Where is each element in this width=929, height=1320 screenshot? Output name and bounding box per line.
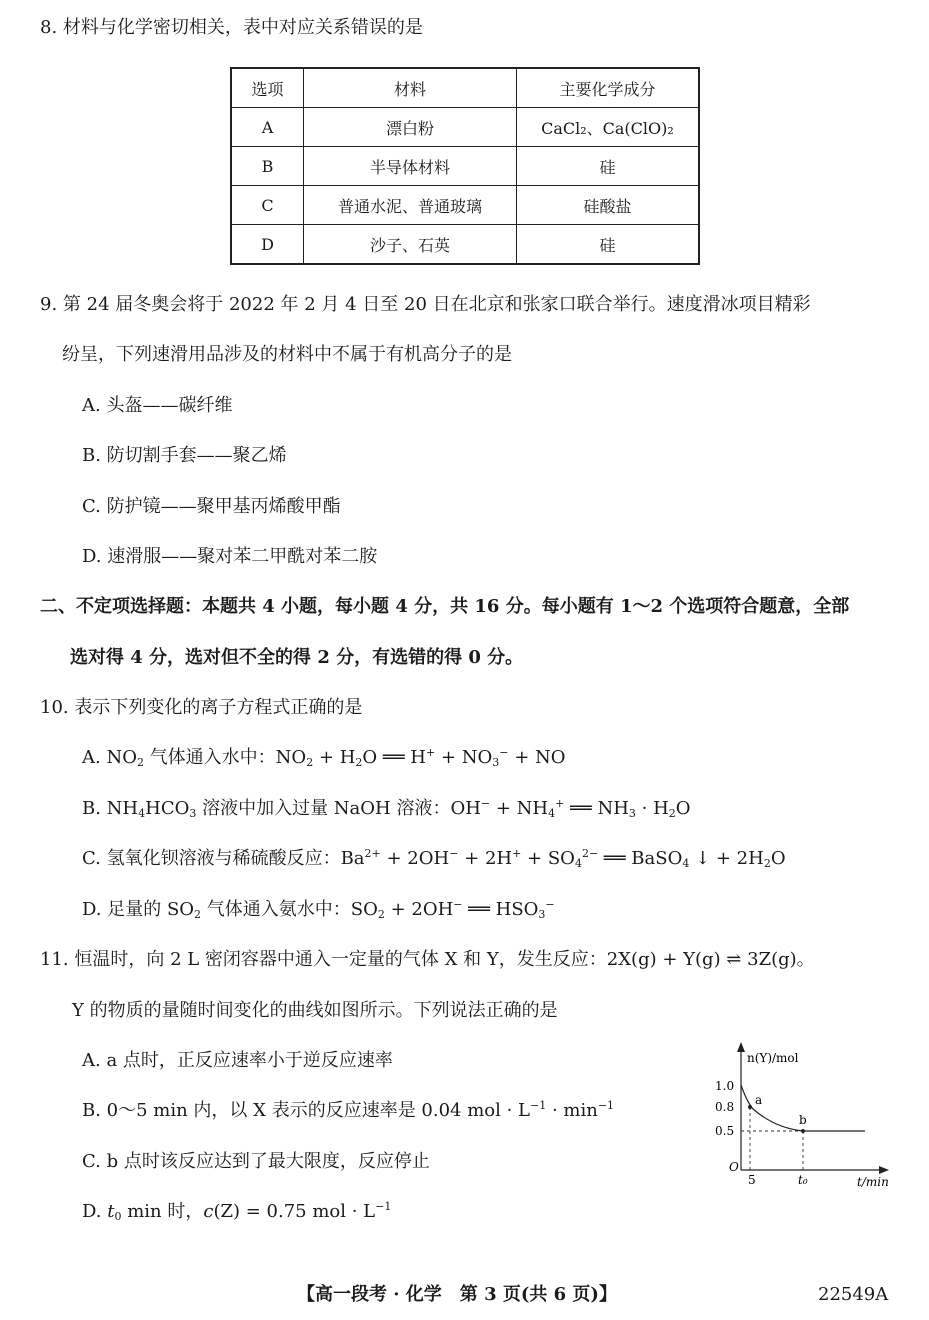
q10-option-a bbox=[82, 745, 566, 771]
row-material: 普通水泥、普通玻璃 bbox=[304, 186, 517, 225]
paper-code: 22549A bbox=[818, 1284, 889, 1305]
header-component: 主要化学成分 bbox=[516, 68, 699, 108]
text: + H bbox=[313, 747, 356, 768]
text: ══ HSO bbox=[462, 899, 539, 920]
subscript: 2 bbox=[194, 908, 202, 921]
q10-option-b bbox=[82, 796, 691, 822]
text: D. bbox=[82, 1201, 108, 1222]
materials-table bbox=[230, 67, 700, 265]
text: 气体通入水中：NO bbox=[143, 747, 307, 768]
point-b bbox=[801, 1129, 805, 1133]
text: B. NH bbox=[82, 798, 139, 819]
row-option: D bbox=[231, 225, 304, 265]
subscript: 0 bbox=[114, 1210, 122, 1223]
q8-stem: 8. 材料与化学密切相关，表中对应关系错误的是 bbox=[40, 17, 423, 38]
row-component: 硅 bbox=[516, 147, 699, 186]
row-material: 漂白粉 bbox=[304, 108, 517, 147]
subscript: 3 bbox=[189, 807, 197, 820]
q11-stem-line1: 11. 恒温时，向 2 L 密闭容器中通入一定量的气体 X 和 Y，发生反应：2X(g) + Y(g) ⇌ 3Z(g)。 bbox=[40, 949, 815, 970]
superscript: 2− bbox=[581, 847, 599, 860]
q9-stem-line1: 9. 第 24 届冬奥会将于 2022 年 2 月 4 日至 20 日在北京和张家口联合举行。速度滑冰项目精彩 bbox=[40, 294, 811, 315]
text: C. 氢氧化钡溶液与稀硫酸反应：Ba bbox=[82, 848, 365, 869]
text: (Z) = 0.75 mol · L bbox=[213, 1201, 376, 1222]
y-axis-label: n(Y)/mol bbox=[747, 1051, 799, 1065]
text: O bbox=[675, 798, 691, 819]
point-a bbox=[748, 1105, 752, 1109]
row-option: B bbox=[231, 147, 304, 186]
x-tick-t0: t₀ bbox=[798, 1173, 808, 1187]
text: + NO bbox=[508, 747, 566, 768]
section2-heading-line1: 二、不定项选择题：本题共 4 小题，每小题 4 分，共 16 分。每小题有 1～2 个选项符合题意，全部 bbox=[40, 596, 850, 617]
row-option: A bbox=[231, 108, 304, 147]
subscript: 3 bbox=[492, 756, 500, 769]
subscript: 2 bbox=[763, 857, 771, 870]
q10-stem: 10. 表示下列变化的离子方程式正确的是 bbox=[40, 697, 363, 718]
subscript: 4 bbox=[138, 807, 146, 820]
subscript: 3 bbox=[538, 908, 546, 921]
text: ↓ + 2H bbox=[689, 848, 764, 869]
y-tick-0.8: 0.8 bbox=[715, 1100, 735, 1114]
text: O ══ H bbox=[362, 747, 426, 768]
y-tick-0.5: 0.5 bbox=[715, 1124, 735, 1138]
q11-option-d bbox=[82, 1199, 391, 1225]
page-footer: 【高一段考 · 化学 第 3 页(共 6 页)】 bbox=[297, 1284, 617, 1305]
text: + NO bbox=[435, 747, 493, 768]
x-axis-arrow bbox=[879, 1166, 889, 1174]
q11-option-c: C. b 点时该反应达到了最大限度，反应停止 bbox=[82, 1151, 430, 1172]
text: B. 0～5 min 内，以 X 表示的反应速率是 0.04 mol · L bbox=[82, 1100, 530, 1121]
origin-label: O bbox=[729, 1160, 739, 1174]
row-option: C bbox=[231, 186, 304, 225]
text: · min bbox=[546, 1100, 598, 1121]
row-material: 沙子、石英 bbox=[304, 225, 517, 265]
q10-option-d bbox=[82, 897, 555, 923]
row-component: 硅 bbox=[516, 225, 699, 265]
text: · H bbox=[635, 798, 669, 819]
q9-option-c: C. 防护镜——聚甲基丙烯酸甲酯 bbox=[82, 496, 341, 517]
superscript: − bbox=[499, 746, 509, 759]
text: + 2OH bbox=[380, 848, 450, 869]
table-header-row bbox=[231, 68, 699, 108]
subscript: 2 bbox=[136, 756, 144, 769]
q9-option-a: A. 头盔——碳纤维 bbox=[82, 395, 233, 416]
superscript: + bbox=[512, 847, 522, 860]
row-component: CaCl₂、Ca(ClO)₂ bbox=[516, 108, 699, 147]
q11-stem-line2: Y 的物质的量随时间变化的曲线如图所示。下列说法正确的是 bbox=[72, 1000, 558, 1021]
subscript: 4 bbox=[574, 857, 582, 870]
q9-stem-line2: 纷呈，下列速滑用品涉及的材料中不属于有机高分子的是 bbox=[62, 344, 512, 365]
point-a-label: a bbox=[755, 1093, 763, 1107]
text: O bbox=[770, 848, 786, 869]
row-component: 硅酸盐 bbox=[516, 186, 699, 225]
text: A. NO bbox=[82, 747, 137, 768]
x-tick-5: 5 bbox=[748, 1173, 756, 1187]
table-row bbox=[231, 108, 699, 147]
table-row bbox=[231, 147, 699, 186]
superscript: −1 bbox=[530, 1099, 547, 1112]
text: D. 足量的 SO bbox=[82, 899, 195, 920]
x-axis-label: t/min bbox=[857, 1175, 889, 1189]
superscript: 2+ bbox=[364, 847, 381, 860]
y-tick-1.0: 1.0 bbox=[715, 1079, 735, 1093]
table-row bbox=[231, 186, 699, 225]
italic-c: c bbox=[203, 1201, 214, 1222]
superscript: − bbox=[453, 898, 463, 911]
superscript: + bbox=[426, 746, 436, 759]
q9-option-b: B. 防切割手套——聚乙烯 bbox=[82, 445, 287, 466]
subscript: 4 bbox=[548, 807, 556, 820]
subscript: 2 bbox=[355, 756, 363, 769]
section2-heading-line2: 选对得 4 分，选对但不全的得 2 分，有选错的得 0 分。 bbox=[70, 647, 524, 668]
text: + 2H bbox=[458, 848, 513, 869]
superscript: −1 bbox=[597, 1099, 615, 1112]
text: 气体通入氨水中：SO bbox=[201, 899, 378, 920]
text: + 2OH bbox=[384, 899, 454, 920]
text: + NH bbox=[490, 798, 549, 819]
header-option: 选项 bbox=[231, 68, 304, 108]
superscript: − bbox=[480, 797, 491, 810]
header-material: 材料 bbox=[304, 68, 517, 108]
text: HCO bbox=[145, 798, 190, 819]
subscript: 2 bbox=[668, 807, 676, 820]
row-material: 半导体材料 bbox=[304, 147, 517, 186]
ny-time-graph bbox=[705, 1040, 895, 1190]
superscript: + bbox=[555, 797, 565, 810]
superscript: − bbox=[545, 898, 555, 911]
q9-option-d: D. 速滑服——聚对苯二甲酰对苯二胺 bbox=[82, 546, 378, 567]
text: + SO bbox=[521, 848, 575, 869]
superscript: − bbox=[449, 847, 459, 860]
y-axis-arrow bbox=[737, 1042, 745, 1052]
italic-t: t bbox=[107, 1201, 115, 1222]
text: 溶液中加入过量 NaOH 溶液：OH bbox=[196, 798, 481, 819]
q10-option-c bbox=[82, 846, 786, 872]
text: ══ NH bbox=[564, 798, 629, 819]
subscript: 2 bbox=[377, 908, 385, 921]
text: min 时， bbox=[121, 1201, 204, 1222]
text: ══ BaSO bbox=[598, 848, 683, 869]
table-row bbox=[231, 225, 699, 265]
q11-option-a: A. a 点时，正反应速率小于逆反应速率 bbox=[82, 1050, 393, 1071]
subscript: 4 bbox=[682, 857, 690, 870]
superscript: −1 bbox=[375, 1200, 392, 1213]
q11-option-b bbox=[82, 1098, 614, 1124]
point-b-label: b bbox=[799, 1113, 807, 1127]
subscript: 3 bbox=[628, 807, 636, 820]
subscript: 2 bbox=[306, 756, 314, 769]
